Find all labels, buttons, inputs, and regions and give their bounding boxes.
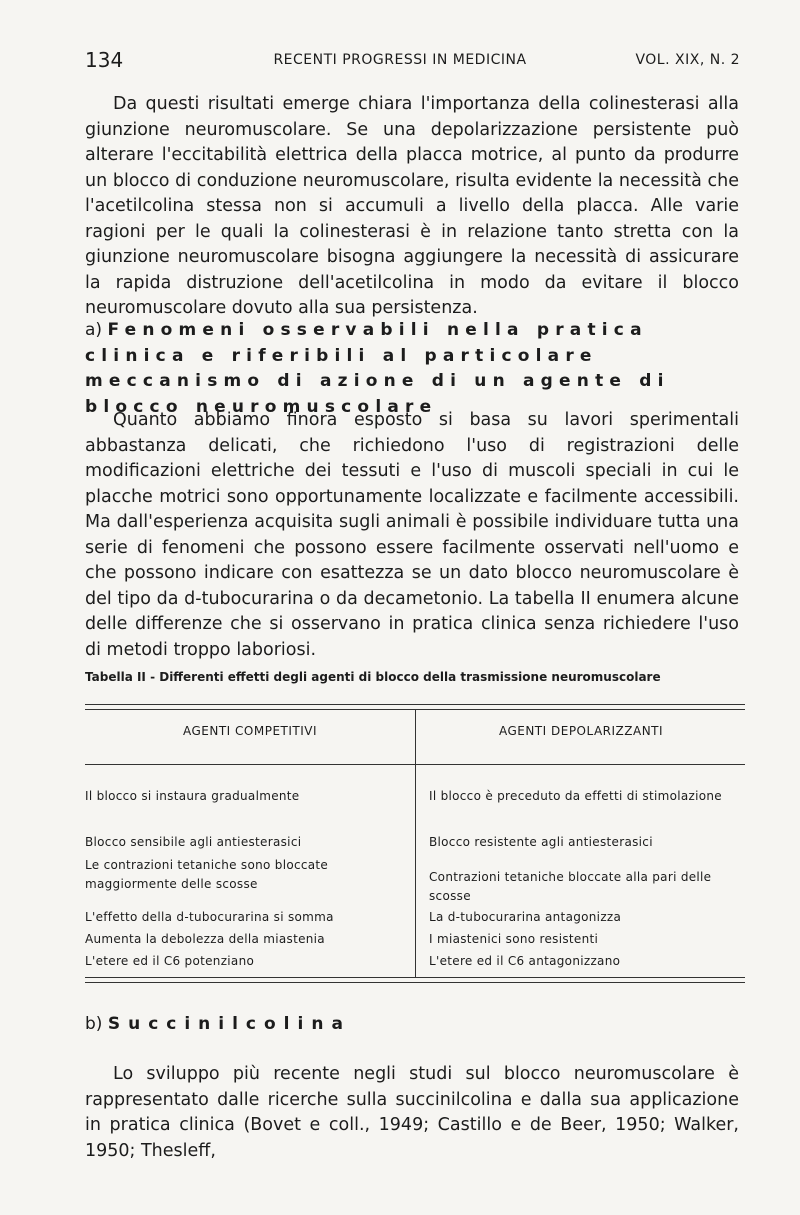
right-cell: Contrazioni tetaniche bloccate alla pari delle scosse [429,870,712,903]
right-cell: Il blocco è preceduto da effetti di stimolazione [429,789,722,803]
section-b-heading [85,1012,745,1038]
table-caption: Tabella II - Differenti effetti degli agenti di blocco della trasmissione neuromuscolare [85,670,661,684]
right-cell: Blocco resistente agli antiesterasici [429,835,653,849]
section-b-paragraph: Lo sviluppo più recente negli studi sul blocco neuromuscolare è rappresentato dalle ricerche sulla succinilcolina e dalla sua applicazione in pratica clinica (Bovet e coll., 1949; Castillo e de Beer, 1950; Walker, 1950; Thesleff, [85,1064,739,1161]
left-cell: Blocco sensibile agli antiesterasici [85,835,302,849]
right-cell: I miastenici sono resistenti [429,932,599,946]
section-a-paragraph: Quanto abbiamo finora esposto si basa su lavori sperimentali abbastanza delicati, che richiedono l'uso di registrazioni delle modificazioni elettriche dei tessuti e l'uso di muscoli speciali in cui le placche motrici sono opportunamente localizzate e facilmente accessibili. Ma dall'esperienza acquisita sugli animali è possibile individuare tutta una serie di fenomeni che possono essere facilmente osservati nell'uomo e che possono indicare con esattezza se un dato blocco neuromuscolare è del tipo da d-tubocurarina o da decametonio. La tabella II enumera alcune delle differenze che si osservano in pratica clinica senza richiedere l'uso di metodi troppo laboriosi. [85,410,739,660]
page-number: 134 [85,48,124,72]
header-competitive: AGENTI COMPETITIVI [182,724,318,738]
header-divider [415,710,416,764]
comparison-table [85,700,745,986]
section-a-title: Fenomeni osservabili nella pratica clinica e riferibili al particolare meccanismo di azione di un agente di blocco neuromuscolare [85,320,670,417]
section-b-prefix: b) [85,1014,103,1034]
intro-paragraph: Da questi risultati emerge chiara l'importanza della colinesterasi alla giunzione neuromuscolare. Se una depolarizzazione persistente può alterare l'eccitabilità elettrica della placca motrice, al punto da produrre un blocco di conduzione neuromuscolare, risulta evidente la necessità che l'acetilcolina stessa non si accumuli a livello della placca. Alle varie ragioni per le quali la colinesterasi è in relazione tanto stretta con la giunzione neuromuscolare bisogna aggiungere la necessità di assicurare la rapida distruzione dell'acetilcolina in modo da evitare il blocco neuromuscolare dovuto alla sua persistenza. [85,94,739,318]
section-a-prefix: a) [85,320,103,340]
left-cell: L'etere ed il C6 potenziano [85,954,255,968]
volume-info: VOL. XIX, N. 2 [635,52,740,68]
left-cell: Le contrazioni tetaniche sono bloccate maggiormente delle scosse [85,858,329,891]
page-header [0,46,800,76]
right-cell: La d-tubocurarina antagonizza [429,910,622,924]
right-cell: L'etere ed il C6 antagonizzano [429,954,621,968]
left-cell: Il blocco si instaura gradualmente [85,789,300,803]
left-cell: L'effetto della d-tubocurarina si somma [85,910,334,924]
journal-title: RECENTI PROGRESSI IN MEDICINA [273,52,527,68]
header-depolarizing: AGENTI DEPOLARIZZANTI [498,724,664,738]
body-divider [415,764,416,977]
table-bottom-rule [85,977,745,983]
section-a-heading [85,318,745,420]
left-cell: Aumenta la debolezza della miastenia [85,932,325,946]
section-b-title: Succinilcolina [107,1014,351,1034]
